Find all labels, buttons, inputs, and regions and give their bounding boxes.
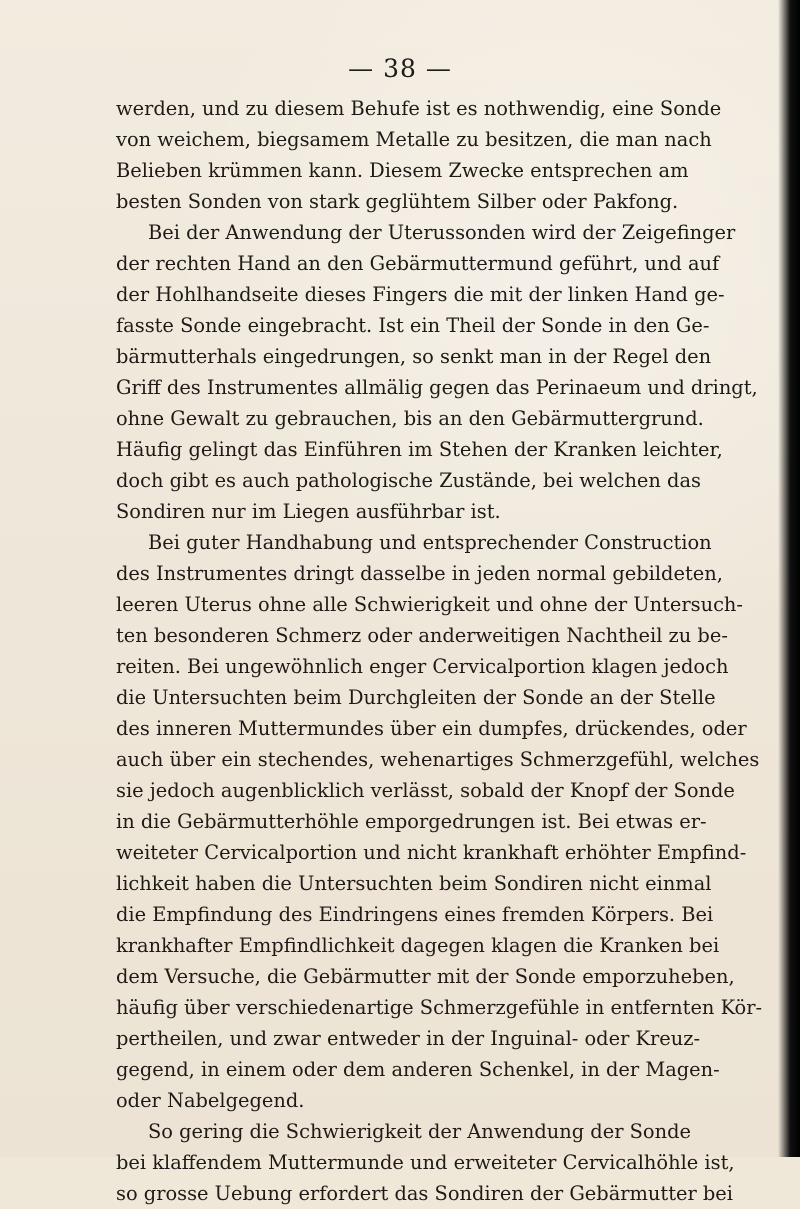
text-line: leeren Uterus ohne alle Schwierigkeit und ohne der Untersuch- <box>116 593 743 616</box>
text-line: in die Gebärmutterhöhle emporgedrungen ist. Bei etwas er- <box>116 810 707 833</box>
text-line: gegend, in einem oder dem anderen Schenkel, in der Magen- <box>116 1058 720 1081</box>
text-line: bärmutterhals eingedrungen, so senkt man in der Regel den <box>116 345 712 368</box>
text-line: So gering die Schwierigkeit der Anwendung der Sonde <box>148 1120 691 1143</box>
text-line: Belieben krümmen kann. Diesem Zwecke entsprechen am <box>116 159 689 182</box>
text-line: pertheilen, und zwar entweder in der Inguinal- oder Kreuz- <box>116 1027 700 1050</box>
text-line: ohne Gewalt zu gebrauchen, bis an den Gebärmuttergrund. <box>116 407 704 430</box>
text-line: die Empfindung des Eindringens eines fremden Körpers. Bei <box>116 903 714 926</box>
text-line: werden, und zu diesem Behufe ist es nothwendig, eine Sonde <box>116 97 722 120</box>
text-line: der Hohlhandseite dieses Fingers die mit der linken Hand ge- <box>116 283 725 306</box>
main-text <box>116 93 763 1209</box>
text-line: fasste Sonde eingebracht. Ist ein Theil der Sonde in den Ge- <box>116 314 710 337</box>
text-line: auch über ein stechendes, wehenartiges Schmerzgefühl, welches <box>116 748 760 771</box>
text-line: lichkeit haben die Untersuchten beim Sondiren nicht einmal <box>116 872 712 895</box>
text-line: bei klaffendem Muttermunde und erweiteter Cervicalhöhle ist, <box>116 1151 735 1174</box>
text-line: Bei der Anwendung der Uterussonden wird der Zeigefinger <box>148 221 736 244</box>
scanned-page-edge <box>778 0 800 1157</box>
page-number: — 38 — <box>348 54 452 83</box>
text-line: reiten. Bei ungewöhnlich enger Cervicalportion klagen jedoch <box>116 655 729 678</box>
text-line: besten Sonden von stark geglühtem Silber oder Pakfong. <box>116 190 679 213</box>
text-line: weiteter Cervicalportion und nicht krankhaft erhöhter Empfind- <box>116 841 747 864</box>
text-line: Griff des Instrumentes allmälig gegen das Perinaeum und dringt, <box>116 376 758 399</box>
text-line: ten besonderen Schmerz oder anderweitigen Nachtheil zu be- <box>116 624 728 647</box>
text-line: sie jedoch augenblicklich verlässt, sobald der Knopf der Sonde <box>116 779 735 802</box>
text-line: der rechten Hand an den Gebärmuttermund geführt, und auf <box>116 252 720 275</box>
text-line: Sondiren nur im Liegen ausführbar ist. <box>116 500 501 523</box>
text-line: Bei guter Handhabung und entsprechender Construction <box>148 531 712 554</box>
text-line: doch gibt es auch pathologische Zustände, bei welchen das <box>116 469 701 492</box>
text-line: des inneren Muttermundes über ein dumpfes, drückendes, oder <box>116 717 747 740</box>
text-line: Häufig gelingt das Einführen im Stehen der Kranken leichter, <box>116 438 723 461</box>
text-line: oder Nabelgegend. <box>116 1089 305 1112</box>
text-line: häufig über verschiedenartige Schmerzgefühle in entfernten Kör- <box>116 996 763 1019</box>
text-line: dem Versuche, die Gebärmutter mit der Sonde emporzuheben, <box>116 965 735 988</box>
text-line: krankhafter Empfindlichkeit dagegen klagen die Kranken bei <box>116 934 720 957</box>
text-line: des Instrumentes dringt dasselbe in jeden normal gebildeten, <box>116 562 723 585</box>
text-line: so grosse Uebung erfordert das Sondiren der Gebärmutter bei <box>116 1182 733 1205</box>
text-line: die Untersuchten beim Durchgleiten der Sonde an der Stelle <box>116 686 716 709</box>
text-line: von weichem, biegsamem Metalle zu besitzen, die man nach <box>116 128 712 151</box>
